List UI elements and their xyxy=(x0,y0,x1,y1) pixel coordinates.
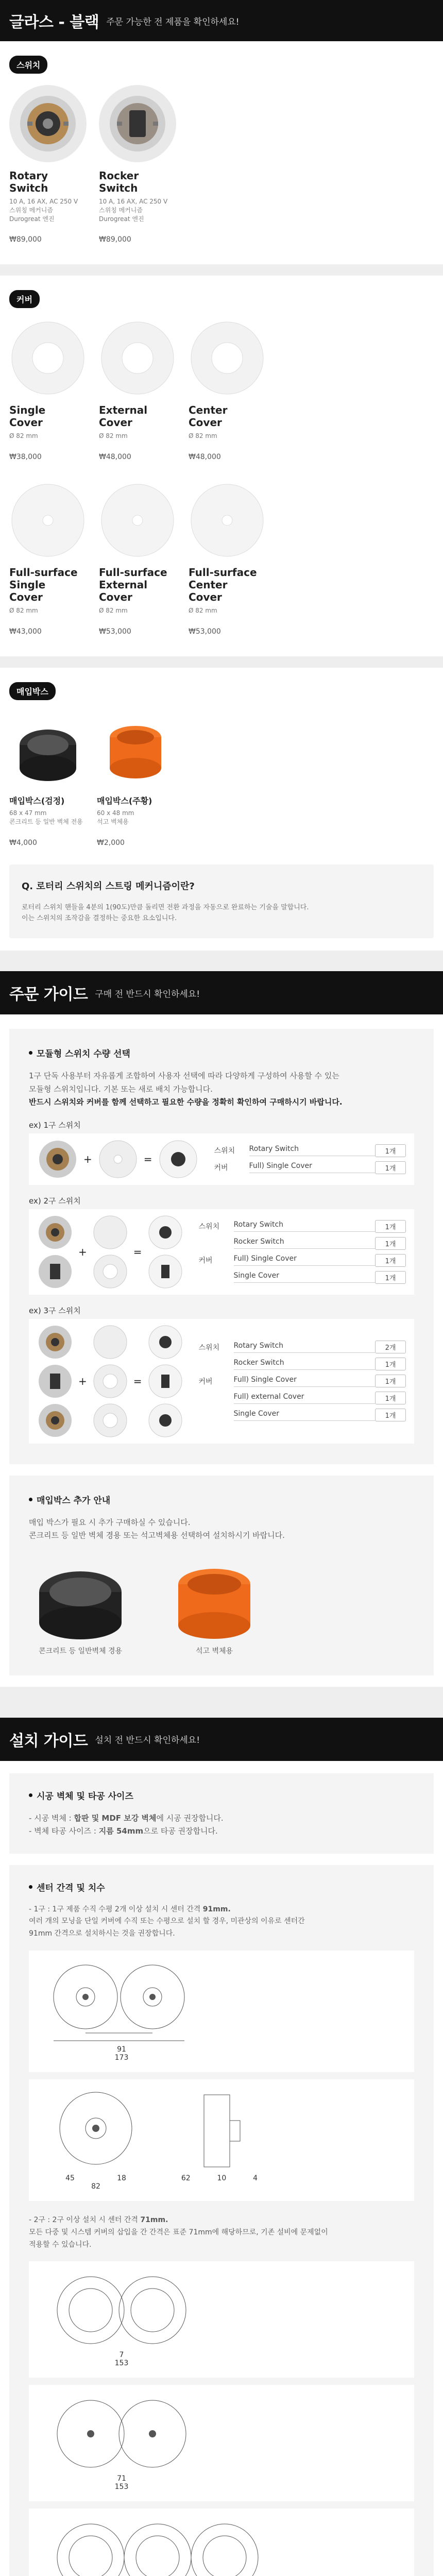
product-name: Full-surface xyxy=(99,566,167,579)
example-2 xyxy=(29,1209,414,1295)
image-caption: 석고 벽체용 xyxy=(195,1647,233,1655)
product-name: Rocker xyxy=(99,170,139,182)
guide-title: 매입박스 추가 안내 xyxy=(37,1495,111,1506)
product-desc: 68 x 47 mm xyxy=(9,809,47,817)
black-box-image xyxy=(9,711,87,789)
dimension-label: 153 xyxy=(114,2359,129,2368)
product-desc: Ø 82 mm xyxy=(9,607,38,615)
orange-box-image xyxy=(163,1556,266,1643)
full-center-cover-image xyxy=(189,482,266,559)
product-desc: Ø 82 mm xyxy=(99,432,128,440)
product-card-rocker-switch[interactable] xyxy=(99,85,176,244)
dimension-label: 45 xyxy=(65,2174,75,2183)
product-desc: 스위칭 메커니즘 xyxy=(99,206,143,214)
example-label: ex) 2구 스위치 xyxy=(29,1196,81,1206)
spec-value: Full) external Cover xyxy=(234,1393,375,1404)
product-price: ₩38,000 xyxy=(9,453,42,462)
cover-icon xyxy=(92,1253,128,1290)
equals-icon: = xyxy=(133,1245,142,1258)
faq-answer: 이는 스위치의 조작감을 결정하는 중요한 요소입니다. xyxy=(22,914,177,922)
plus-icon: + xyxy=(78,1245,87,1258)
switch-section xyxy=(0,41,443,249)
install-text: - 2구 : 2구 이상 설치 시 센터 간격 xyxy=(29,2216,141,2225)
spec-value: Rocker Switch xyxy=(234,1359,375,1370)
spec-key: 스위치 xyxy=(214,1147,235,1156)
faq-answer: 로터리 스위치 핸들을 4분의 1(90도)만큼 돌리면 전환 과정을 자동으로 완료하는 기술을 말합니다. xyxy=(22,903,309,911)
orange-box-image xyxy=(97,711,174,789)
section-title: 주문 가이드 xyxy=(9,986,88,1004)
product-price: ₩89,000 xyxy=(9,235,42,244)
full-external-cover-image xyxy=(99,482,176,559)
product-desc: 스위칭 메커니즘 xyxy=(9,206,53,214)
divider xyxy=(0,951,443,971)
product-name: 매입박스(주황) xyxy=(97,795,152,806)
product-card-box-orange[interactable] xyxy=(97,711,174,847)
product-price: ₩48,000 xyxy=(189,453,221,462)
install-text: - 벽체 타공 사이즈 : xyxy=(29,1826,99,1836)
product-card-rotary-switch[interactable] xyxy=(9,85,87,244)
equals-icon: = xyxy=(133,1375,142,1387)
product-price: ₩89,000 xyxy=(99,235,131,244)
diagram-2gang xyxy=(29,2261,414,2378)
product-name: 매입박스(검정) xyxy=(9,795,65,806)
dimension-label: 4 xyxy=(253,2174,258,2183)
rotary-switch-icon xyxy=(37,1214,73,1250)
guide-text: 1구 단독 사용부터 자유롭게 조합하여 사용자 선택에 따라 다양하게 구성하여 사용할 수 있는 xyxy=(29,1071,339,1081)
rocker-switch-icon xyxy=(37,1253,73,1290)
rotary-switch-icon xyxy=(37,1139,78,1180)
spec-value: Rocker Switch xyxy=(234,1238,375,1249)
product-name: Cover xyxy=(9,591,43,604)
rocker-switch-icon xyxy=(37,1363,73,1399)
product-name: Single xyxy=(9,579,46,591)
install-text: 에 시공 권장합니다. xyxy=(156,1813,224,1823)
assembled-switch-icon xyxy=(147,1402,183,1438)
section-subtitle: 주문 가능한 전 제품을 확인하세요! xyxy=(106,16,240,27)
rotary-switch-icon xyxy=(37,1402,73,1438)
product-card-full-surface-single-cover[interactable] xyxy=(9,482,92,636)
bullet-icon xyxy=(29,1498,32,1501)
rotary-switch-icon xyxy=(37,1324,73,1360)
product-card-full-surface-center-cover[interactable] xyxy=(189,482,271,636)
install-text: - 1구 : 1구 제품 수직 수평 2개 이상 설치 시 센터 간격 xyxy=(29,1905,203,1913)
two-gang-full-cover-diagram xyxy=(44,2395,199,2472)
dimension-label: 18 xyxy=(117,2174,126,2183)
switch-tag: 스위치 xyxy=(9,56,47,74)
product-price: ₩48,000 xyxy=(99,453,131,462)
product-card-single-cover[interactable] xyxy=(9,319,92,461)
spec-key: 스위치 xyxy=(198,1343,220,1352)
product-desc: 콘크리트 등 일반 벽체 전용 xyxy=(9,818,83,825)
box-tag: 매입박스 xyxy=(9,682,56,700)
spec-count: 1개 xyxy=(375,1254,406,1267)
install-text: - 시공 벽체 : xyxy=(29,1813,74,1823)
dimension-label: 10 xyxy=(217,2174,227,2183)
spec-count: 1개 xyxy=(375,1144,406,1157)
single-cover-image xyxy=(9,319,87,397)
section-header-glass-black xyxy=(0,0,443,41)
section-header-install-guide xyxy=(0,1718,443,1761)
faq-question: Q. 로터리 스위치의 스트링 메커니즘이란? xyxy=(22,880,195,892)
spec-value: Full) Single Cover xyxy=(249,1162,375,1173)
guide-title: 모듈형 스위치 수량 선택 xyxy=(37,1049,130,1060)
install-text-emphasis: 71mm. xyxy=(140,2216,168,2225)
diagram-3gang xyxy=(29,2509,414,2576)
product-name: Cover xyxy=(99,591,132,604)
cover-icon xyxy=(92,1363,128,1399)
spec-count: 1개 xyxy=(375,1409,406,1421)
product-name: Single xyxy=(9,404,46,417)
spec-value: Rotary Switch xyxy=(234,1342,375,1353)
external-cover-image xyxy=(99,319,176,397)
product-price: ₩53,000 xyxy=(189,627,221,636)
install-text: 여러 개의 모닝을 단일 커버에 수직 또는 수평으로 설치 할 경우, 미관상의 이유로 센터간 xyxy=(29,1917,305,1926)
example-1 xyxy=(29,1133,414,1185)
spec-count: 2개 xyxy=(375,1341,406,1353)
guide-title: 시공 벽체 및 타공 사이즈 xyxy=(37,1791,133,1802)
plus-icon: + xyxy=(83,1153,92,1165)
product-name: Cover xyxy=(99,416,132,429)
product-name: Switch xyxy=(99,182,138,194)
assembled-switch-icon xyxy=(158,1139,199,1180)
guide-box-addon xyxy=(9,1476,434,1675)
plus-icon: + xyxy=(78,1375,87,1387)
product-price: ₩43,000 xyxy=(9,627,42,636)
dimension-label: 91 xyxy=(117,2045,126,2054)
spec-value: Full) Single Cover xyxy=(234,1376,375,1387)
install-text: 모든 다중 및 시스템 커버의 삽입을 간 간격은 표준 71mm에 해당하므로, 기존 설비에 문제없이 xyxy=(29,2228,328,2236)
box-section xyxy=(0,668,443,852)
product-desc: Ø 82 mm xyxy=(9,432,38,440)
product-desc: Ø 82 mm xyxy=(189,432,217,440)
product-price: ₩53,000 xyxy=(99,627,131,636)
product-name: External xyxy=(99,579,148,591)
product-desc: Ø 82 mm xyxy=(99,607,128,615)
assembled-switch-icon xyxy=(147,1324,183,1360)
diagram-1gang-side xyxy=(29,2079,414,2201)
guide-text-emphasis: 반드시 스위치와 커버를 함께 선택하고 필요한 수량을 정확히 확인하여 구매하시기 바랍니다. xyxy=(29,1097,343,1107)
install-text: 으로 타공 권장합니다. xyxy=(143,1826,218,1836)
product-name: Full-surface xyxy=(189,566,257,579)
guide-text: 콘크리트 등 일반 벽체 경용 또는 석고벽체용 선택하여 설치하시기 바랍니다. xyxy=(29,1531,285,1540)
bullet-icon xyxy=(29,1051,32,1055)
section-header-order-guide xyxy=(0,971,443,1014)
product-desc: 10 A, 16 AX, AC 250 V xyxy=(99,198,168,205)
rocker-switch-image xyxy=(99,85,176,162)
product-card-full-surface-external-cover[interactable] xyxy=(99,482,181,636)
product-price: ₩4,000 xyxy=(9,838,37,847)
example-label: ex) 3구 스위치 xyxy=(29,1306,81,1315)
section-subtitle: 설치 전 반드시 확인하세요! xyxy=(95,1735,200,1746)
product-card-box-black[interactable] xyxy=(9,711,87,847)
assembled-switch-icon xyxy=(147,1253,183,1290)
spec-value: Rotary Switch xyxy=(249,1145,375,1156)
rotary-switch-image xyxy=(9,85,87,162)
two-switch-front-diagram xyxy=(44,1961,199,2043)
guide-text: 모듈형 스위치입니다. 기본 또는 새로 배치 가능합니다. xyxy=(29,1084,213,1094)
product-name: Cover xyxy=(9,416,43,429)
install-dimension-box xyxy=(9,1865,434,2576)
spec-value: Single Cover xyxy=(234,1272,375,1283)
divider xyxy=(0,656,443,668)
single-switch-front-diagram xyxy=(44,2090,147,2172)
install-text-emphasis: 합판 및 MDF 보강 벽체 xyxy=(74,1813,157,1823)
bullet-icon xyxy=(29,1793,32,1797)
spec-key: 스위치 xyxy=(198,1223,220,1231)
cover-icon xyxy=(92,1214,128,1250)
product-card-external-cover[interactable] xyxy=(99,319,181,461)
spec-count: 1개 xyxy=(375,1375,406,1387)
product-desc: 석고 벽체용 xyxy=(97,818,129,825)
section-title: 글라스 - 블랙 xyxy=(9,13,99,31)
spec-count: 1개 xyxy=(375,1237,406,1250)
cover-icon xyxy=(92,1324,128,1360)
example-label: ex) 1구 스위치 xyxy=(29,1120,81,1130)
spec-count: 1개 xyxy=(375,1392,406,1404)
spec-key: 커버 xyxy=(214,1164,228,1173)
product-desc: Durogreat 엔진 xyxy=(9,215,55,223)
cover-section xyxy=(0,276,443,641)
dimension-label: 7 xyxy=(119,2351,124,2360)
spec-value: Full) Single Cover xyxy=(234,1255,375,1266)
assembled-switch-icon xyxy=(147,1363,183,1399)
full-single-cover-image xyxy=(9,482,87,559)
product-desc: Durogreat 엔진 xyxy=(99,215,144,223)
faq-box xyxy=(9,865,434,939)
dimension-label: 153 xyxy=(114,2483,129,2492)
section-subtitle: 구매 전 반드시 확인하세요! xyxy=(95,989,200,999)
three-gang-cover-diagram xyxy=(44,2519,271,2576)
guide-title: 센터 간격 및 치수 xyxy=(37,1883,105,1893)
product-price: ₩2,000 xyxy=(97,838,125,847)
guide-module-box xyxy=(9,1029,434,1464)
spec-value: Single Cover xyxy=(234,1410,375,1421)
install-text-emphasis: 지름 54mm xyxy=(98,1826,144,1836)
dimension-label: 173 xyxy=(114,2054,129,2062)
divider xyxy=(0,1687,443,1718)
dimension-label: 82 xyxy=(91,2182,100,2191)
dimension-label: 71 xyxy=(117,2475,126,2483)
spec-value: Rotary Switch xyxy=(234,1221,375,1232)
divider xyxy=(0,264,443,276)
spec-key: 커버 xyxy=(198,1377,213,1386)
diagram-1gang-pair xyxy=(29,1951,414,2072)
section-title: 설치 가이드 xyxy=(9,1732,88,1750)
product-name: Cover xyxy=(189,591,222,604)
product-name: External xyxy=(99,404,148,417)
image-caption: 콘크리트 등 일반벽체 경용 xyxy=(38,1647,123,1655)
center-cover-image xyxy=(189,319,266,397)
cover-tag: 커버 xyxy=(9,290,40,308)
dimension-label: 62 xyxy=(181,2174,191,2183)
cover-icon xyxy=(92,1402,128,1438)
spec-count: 1개 xyxy=(375,1220,406,1233)
install-text: 적용할 수 있습니다. xyxy=(29,2240,92,2249)
product-desc: 60 x 48 mm xyxy=(97,809,134,817)
guide-text: 매입 박스가 필요 시 추가 구매하실 수 있습니다. xyxy=(29,1517,191,1527)
spec-count: 1개 xyxy=(375,1358,406,1370)
black-box-image xyxy=(29,1556,132,1643)
install-text-emphasis: 91mm. xyxy=(202,1905,231,1913)
diagram-2gang-b xyxy=(29,2385,414,2501)
switch-side-diagram xyxy=(168,2090,271,2172)
product-desc: Ø 82 mm xyxy=(189,607,217,615)
example-3 xyxy=(29,1319,414,1444)
equals-icon: = xyxy=(143,1153,152,1165)
product-name: Center xyxy=(189,404,228,417)
spec-count: 1개 xyxy=(375,1271,406,1284)
product-name: Full-surface xyxy=(9,566,78,579)
install-text: 91mm 간격으로 설치하시는 것을 권장합니다. xyxy=(29,1929,175,1938)
product-card-center-cover[interactable] xyxy=(189,319,271,461)
product-name: Center xyxy=(189,579,228,591)
product-name: Switch xyxy=(9,182,48,194)
product-name: Rotary xyxy=(9,170,48,182)
cover-icon xyxy=(97,1139,139,1180)
product-desc: 10 A, 16 AX, AC 250 V xyxy=(9,198,78,205)
spec-count: 1개 xyxy=(375,1161,406,1174)
assembled-switch-icon xyxy=(147,1214,183,1250)
install-wall-box xyxy=(9,1773,434,1854)
product-name: Cover xyxy=(189,416,222,429)
spec-key: 커버 xyxy=(198,1257,213,1265)
two-gang-cover-diagram xyxy=(44,2272,199,2349)
bullet-icon xyxy=(29,1885,32,1889)
